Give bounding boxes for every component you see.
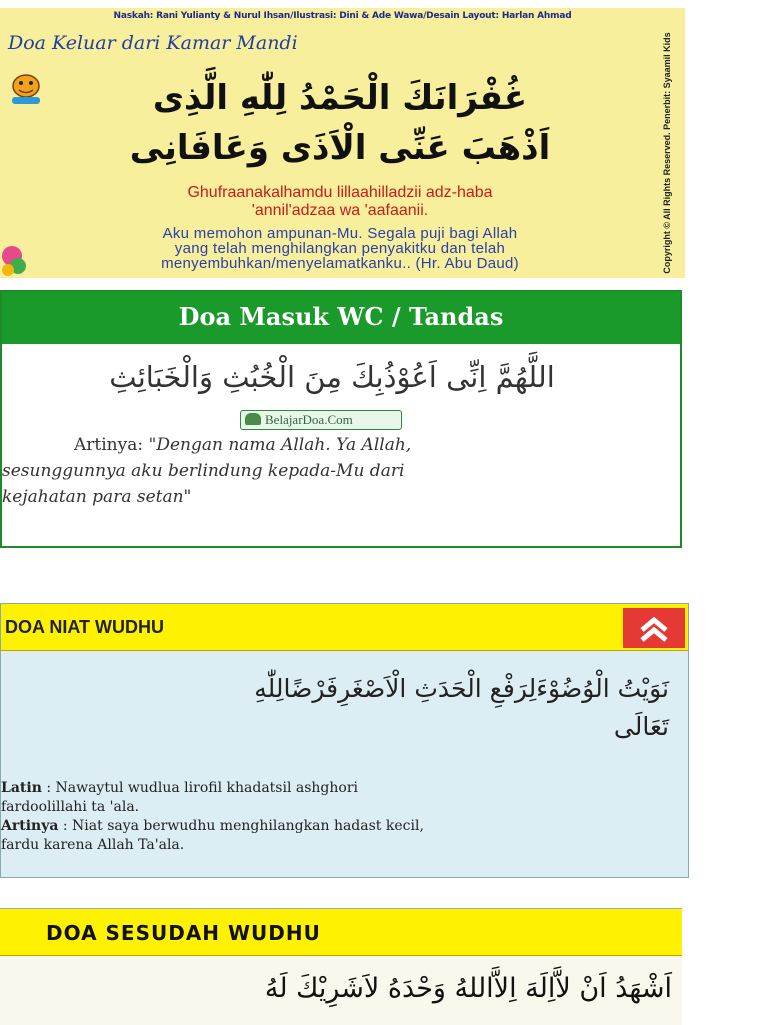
- watermark: [240, 410, 402, 430]
- artinya-text-3: kejahatan para setan": [2, 487, 192, 507]
- translation-line-3: menyembuhkan/menyelamatkanku.. (Hr. Abu Daud): [161, 255, 519, 272]
- artinya-line-1: [1, 817, 641, 836]
- card-header: [0, 909, 682, 956]
- translation-line-1: [2, 432, 642, 458]
- doa-masuk-wc-card: [0, 290, 682, 548]
- artinya-text-1: : Niat saya berwudhu menghilangkan hadast kecil,: [58, 818, 424, 834]
- arabic-line-1: نَوَيْتُ الْوُضُوْءَلِرَفْعِ الْحَدَثِ الْاَصْغَرِفَرْضًالِلّٰهِ: [254, 674, 669, 703]
- credits-line: Naskah: Rani Yulianty & Nurul Ihsan/Ilustrasi: Dini & Ade Wawa/Desain Layout: Harlan Ahmad: [113, 11, 572, 21]
- double-chevron-up-icon: [623, 608, 685, 648]
- latin-transliteration: [40, 184, 640, 220]
- latin-label: Latin: [1, 780, 42, 796]
- card-header: [1, 604, 688, 651]
- doa-keluar-kamar-mandi-card: [0, 8, 685, 278]
- arabic-line-1: غُفْرَانَكَ الْحَمْدُ لِلّٰهِ الَّذِى: [152, 78, 528, 118]
- card-title: DOA SESUDAH WUDHU: [46, 921, 321, 945]
- card-title: Doa Masuk WC / Tandas: [178, 302, 504, 331]
- translation-line-3: [2, 484, 642, 510]
- scroll-up-button[interactable]: [623, 608, 685, 648]
- copyright-vertical: [656, 32, 678, 274]
- card-header: [2, 292, 680, 344]
- arabic-line-2: اَذْهَبَ عَنِّى الْاَذَى وَعَافَانِى: [129, 128, 551, 168]
- artinya-text-1: "Dengan nama Allah. Ya Allah,: [148, 435, 412, 455]
- card-title: Doa Keluar dari Kamar Mandi: [8, 32, 298, 54]
- artinya-label: Artinya:: [74, 435, 149, 455]
- artinya-text-2: sesunggunnya aku berlindung kepada-Mu dari: [2, 461, 405, 481]
- translation-line-2: [2, 458, 642, 484]
- translation: [30, 226, 650, 271]
- doa-sesudah-wudhu-card: [0, 908, 682, 1025]
- latin-line-1: [1, 779, 641, 798]
- latin-line-1: Ghufraanakalhamdu lillaahilladzii adz-haba: [187, 184, 493, 201]
- latin-line-2: 'annil'adzaa wa 'aafaanii.: [251, 202, 429, 219]
- arabic-text: اللَّهُمَّ اِنِّى اَعُوْذُبِكَ مِنَ الْخُبُثِ وَالْخَبَائِثِ: [109, 360, 555, 394]
- latin-line-2: fardoolillahi ta 'ala.: [1, 799, 140, 815]
- doa-niat-wudhu-card: [0, 603, 689, 878]
- arabic-text: اَشْهَدُ اَنْ لاَّاِلَهَ اِلاَّاللهُ وَحْدَهُ لاَشَرِيْكَ لَهُ: [264, 973, 672, 1004]
- translation-line-1: Aku memohon ampunan-Mu. Segala puji bagi Allah: [162, 225, 518, 242]
- translation: [2, 432, 642, 510]
- card-body: [1, 779, 641, 855]
- watermark-logo-icon: [245, 413, 261, 425]
- copyright-text: Copyright © All Rights Reserved. Penerbit: Syaamil Kids: [662, 32, 672, 274]
- translation-line-2: yang telah menghilangkan penyakitku dan telah: [174, 240, 506, 257]
- kids-badge-icon: [0, 240, 28, 278]
- card-title: DOA NIAT WUDHU: [5, 617, 164, 637]
- artinya-line-2: fardu karena Allah Ta'ala.: [1, 837, 185, 853]
- latin-text-1: : Nawaytul wudlua lirofil khadatsil ashghori: [41, 780, 359, 796]
- arabic-line-2: تَعَالَى: [613, 712, 669, 741]
- artinya-label: Artinya: [1, 818, 59, 834]
- syaamil-kids-logo: [6, 68, 46, 106]
- arabic-text: [1, 670, 669, 746]
- watermark-text: BelajarDoa.Com: [265, 412, 353, 427]
